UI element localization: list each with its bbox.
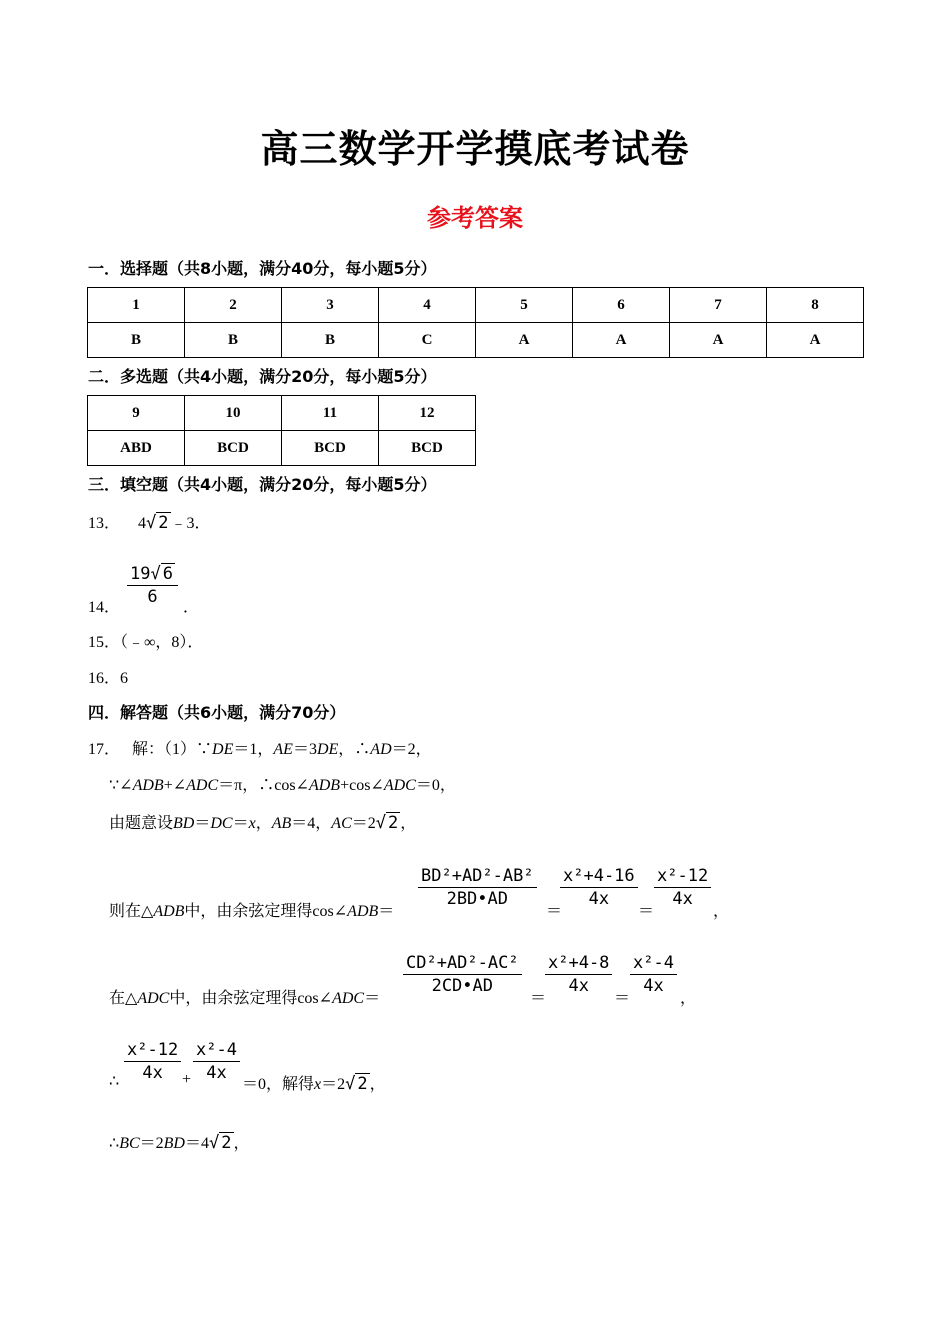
denominator: 4x [206,1063,227,1083]
table-cell: 11 [282,396,379,431]
equals-sign: ＝ [530,990,547,1007]
answer-tail: ﹣3． [170,515,211,532]
answer-14-number: 14． [88,599,121,616]
radicand: 2 [357,1074,368,1094]
table-cell: 2 [185,288,282,323]
table-cell: 6 [573,288,670,323]
numerator: BD²+AD²-AB² [418,866,537,888]
text: ， [680,990,697,1007]
math-var: x [314,1076,322,1093]
table-cell: B [185,323,282,358]
table-cell: A [573,323,670,358]
solution-17-line5 [109,985,380,1008]
section4-heading: 四．解答题（共6小题，满分70分） [88,703,346,722]
table-cell: 9 [88,396,185,431]
table-cell: 5 [476,288,573,323]
section2-heading: 二．多选题（共4小题，满分20分，每小题5分） [88,367,437,386]
math-var: AC [331,815,352,832]
sqrt: √ 2 [146,513,169,533]
denominator: 4x [142,1063,163,1083]
solution-17-line7 [109,1130,250,1153]
text: ＝4， [291,815,332,832]
radicand: 2 [221,1133,232,1153]
math-var: DE [316,741,339,758]
radicand: 2 [388,813,399,833]
numerator: x²+4-16 [560,866,638,888]
numerator: CD²+AD²-AC² [403,953,522,975]
table-cell: A [476,323,573,358]
table-cell: BCD [379,431,476,466]
numerator: x²-4 [630,953,677,975]
math-var: BD [163,1135,185,1152]
fraction [124,1040,181,1083]
table-row [88,323,864,358]
section2-answer-table [87,395,476,466]
math-var: AE [273,741,293,758]
denominator: 4x [568,976,589,996]
numerator: x²-4 [193,1040,240,1062]
page-subtitle: 参考答案 [427,204,523,232]
table-cell: 12 [379,396,476,431]
table-cell: 10 [185,396,282,431]
math-var: ADC [186,777,219,794]
text: ∵ [196,741,213,758]
table-cell: A [670,323,767,358]
solution-17-line3 [109,810,416,833]
table-cell: 8 [767,288,864,323]
table-cell: C [379,323,476,358]
fraction [560,866,638,909]
table-cell: B [282,323,379,358]
text: +∠ [163,777,187,794]
text: ，∴ [338,741,371,758]
text: ＝2， [391,741,432,758]
radicand: 2 [158,513,169,533]
math-var: DC [210,815,233,832]
math-var: AB [271,815,292,832]
text: ＝0，解得 [242,1076,315,1093]
text: ， [255,815,272,832]
solution-17-line4 [109,898,394,921]
coefficient: 19 [130,564,151,584]
text: ， [369,1076,386,1093]
text: ＝3 [292,741,317,758]
table-cell: 1 [88,288,185,323]
denominator: 2BD•AD [446,889,508,909]
math-var: DE [212,741,234,758]
math-var: ADB [153,903,185,920]
math-var: ADB [347,903,379,920]
answer-14-tail: ． [183,599,200,616]
text: 由题意设 [109,815,174,832]
fraction [193,1040,240,1083]
table-cell: 7 [670,288,767,323]
answer-15: 15．（﹣∞，8）． [88,634,204,651]
fraction [654,866,711,909]
table-cell: 3 [282,288,379,323]
table-cell: 4 [379,288,476,323]
text: ∴ [109,1135,120,1152]
text: ＝ [232,815,249,832]
sqrt: √ 2 [345,1074,368,1094]
fraction [545,953,612,996]
answer-13 [88,510,211,533]
denominator: 4x [643,976,664,996]
table-cell: A [767,323,864,358]
math-var: ADC [383,777,416,794]
coefficient: 4 [138,515,147,532]
section3-heading: 三．填空题（共4小题，满分20分，每小题5分） [88,475,437,494]
question-number: 17． [88,741,121,758]
fraction [630,953,677,996]
text: ＝π，∴cos∠ [218,777,309,794]
numerator [127,564,178,586]
sqrt: √ 2 [209,1133,232,1153]
table-cell: ABD [88,431,185,466]
text: ＝0， [415,777,456,794]
table-cell: BCD [282,431,379,466]
math-var: BD [173,815,195,832]
solution-17-line6 [242,1071,386,1094]
denominator: 4x [672,889,693,909]
text: 中，由余弦定理得cos∠ [184,903,348,920]
text: ＝4 [184,1135,209,1152]
section1-heading: 一．选择题（共8小题，满分40分，每小题5分） [88,259,437,278]
table-cell: BCD [185,431,282,466]
text: ＝1， [233,741,274,758]
math-var: ADB [132,777,164,794]
page-title: 高三数学开学摸底考试卷 [260,127,690,171]
table-row [88,431,476,466]
denominator: 2CD•AD [431,976,493,996]
table-row [88,396,476,431]
text: ＝ [364,990,381,1007]
text: ， [400,815,417,832]
math-var: AD [370,741,392,758]
text: 中，由余弦定理得cos∠ [169,990,333,1007]
text: ＝2 [351,815,376,832]
sqrt: √ 6 [150,564,173,584]
denominator: 6 [147,587,158,607]
numerator: x²-12 [654,866,711,888]
text: ， [713,903,730,920]
equals-sign: ＝ [638,903,655,920]
table-cell: B [88,323,185,358]
math-var: ADB [308,777,341,794]
numerator: x²+4-8 [545,953,612,975]
equals-sign: ＝ [614,990,631,1007]
answer-14-fraction [127,564,178,607]
text: ， [233,1135,250,1152]
fraction [403,953,522,996]
therefore-sign: ∴ [109,1073,120,1090]
table-row [88,288,864,323]
sqrt: √ 2 [375,813,399,833]
equals-sign: ＝ [546,903,563,920]
solution-label: 解：（1） [132,741,197,758]
text: ＝ [194,815,211,832]
question-number: 13． [88,515,121,532]
plus-sign: + [182,1071,192,1088]
text: ∵∠ [109,777,133,794]
math-var: x [248,815,256,832]
text: ＝2 [139,1135,164,1152]
text: 在△ [109,990,138,1007]
radicand: 6 [162,564,173,584]
text: +cos∠ [340,777,384,794]
math-var: ADC [137,990,170,1007]
solution-17-line1 [88,736,432,759]
denominator: 4x [588,889,610,909]
math-var: BC [119,1135,140,1152]
section1-answer-table [87,287,864,358]
math-var: ADC [332,990,365,1007]
text: ＝2 [321,1076,346,1093]
fraction [418,866,537,909]
text: ＝ [378,903,395,920]
solution-17-line2 [109,772,456,795]
text: 则在△ [109,903,154,920]
numerator: x²-12 [124,1040,181,1062]
answer-16: 16．6 [88,670,129,687]
